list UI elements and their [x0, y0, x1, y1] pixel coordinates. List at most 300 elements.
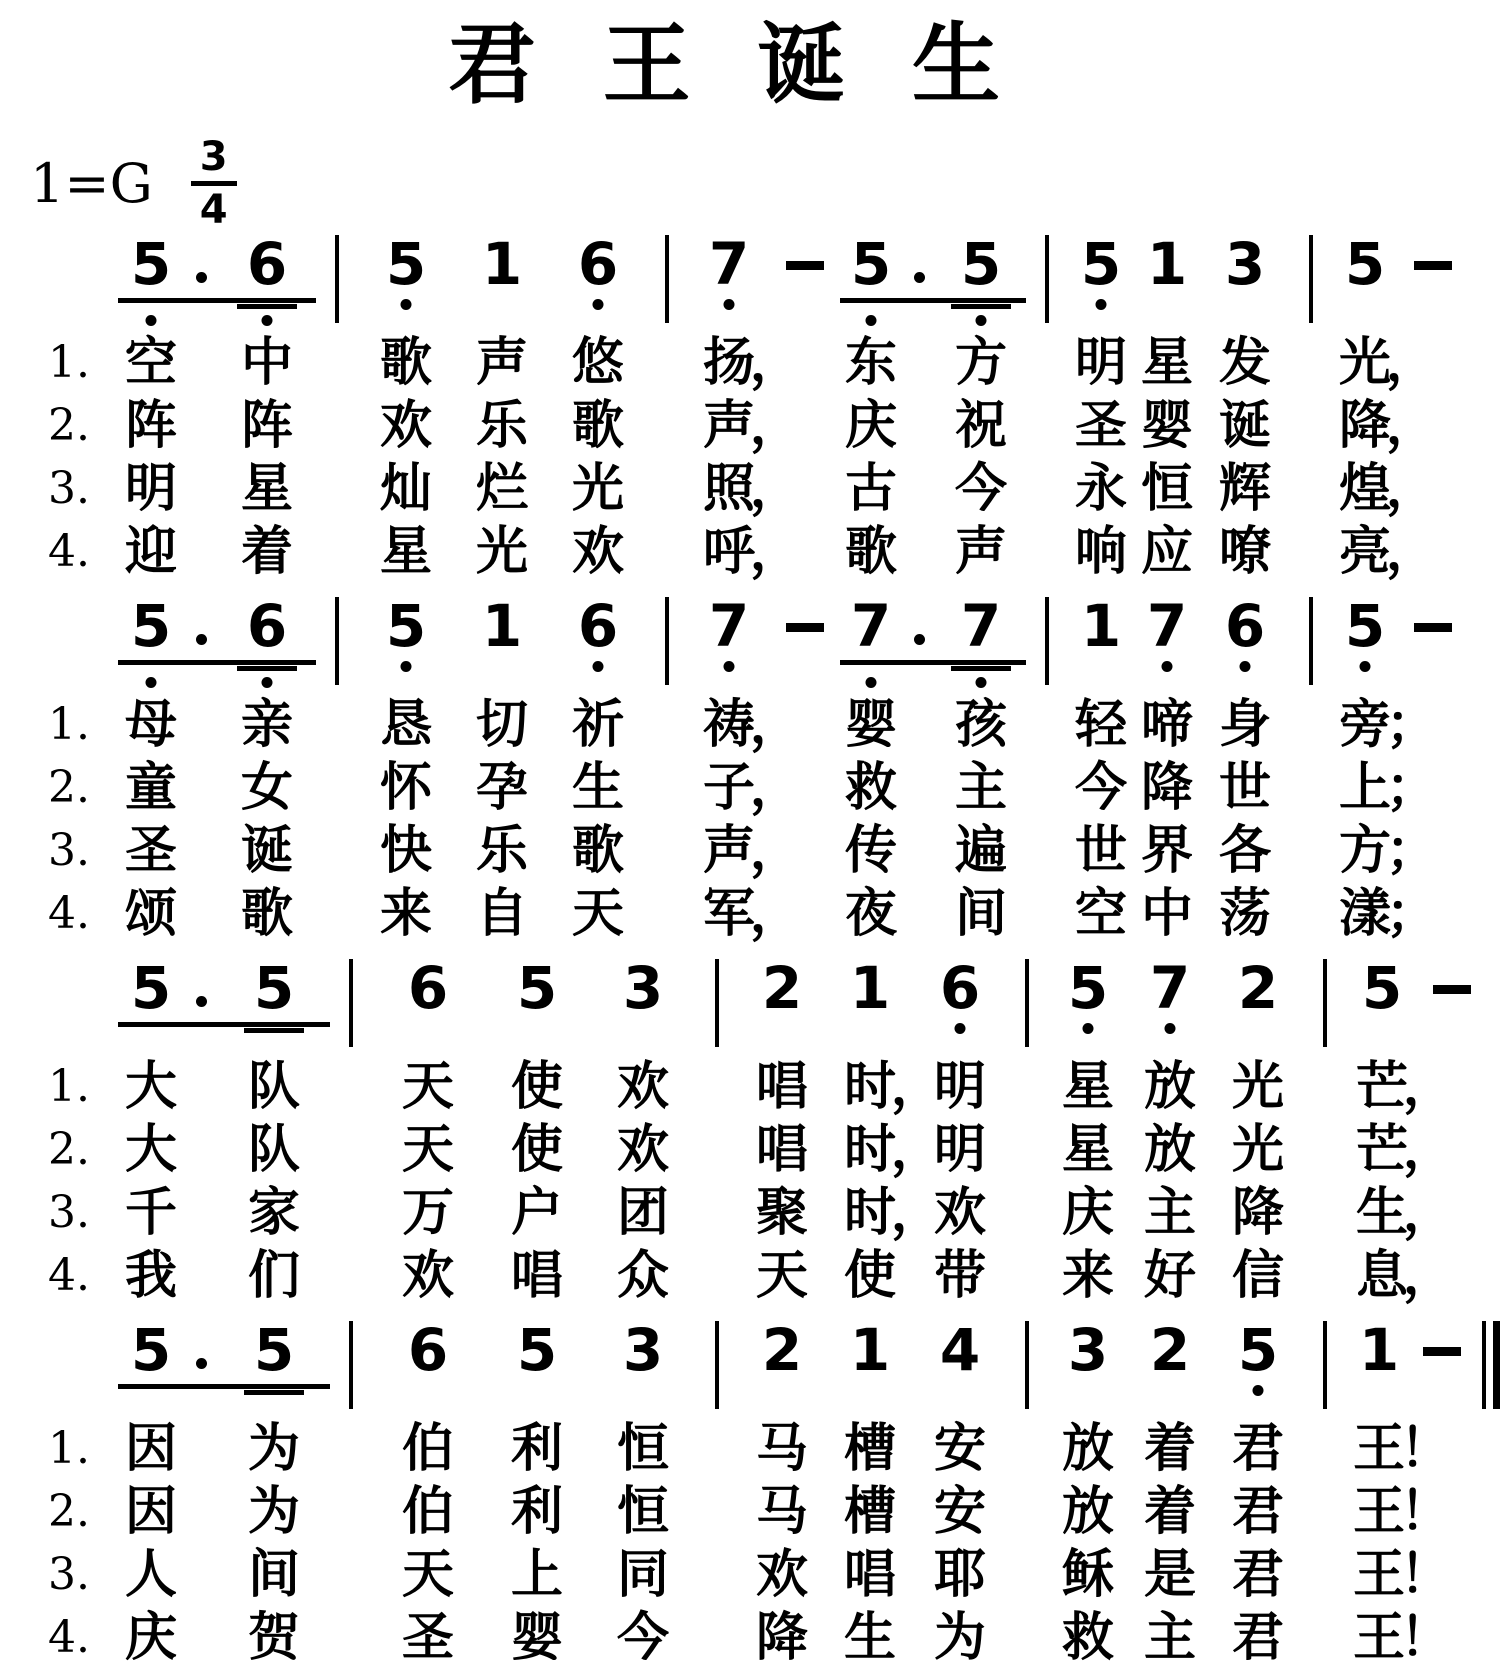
lyric-cell — [454, 822, 550, 885]
augmentation-dot — [914, 634, 925, 645]
lyric-char: 悠 — [571, 333, 624, 394]
lyric-cell — [840, 460, 902, 523]
lyric-cell — [484, 1546, 590, 1609]
lyric-char: 好 — [1143, 1246, 1196, 1307]
note-number: 5 — [130, 230, 172, 299]
lyric-syllable — [844, 1483, 896, 1541]
note-number: 7 — [850, 592, 892, 661]
music-system — [26, 954, 1500, 1310]
lyric-cell — [1332, 821, 1438, 885]
note-number: 1 — [481, 230, 523, 299]
lyric-syllable — [1141, 759, 1193, 817]
lyric-char: 耶 — [933, 1545, 986, 1606]
lyric-syllable — [934, 1546, 986, 1604]
lyric-char: 古 — [844, 459, 897, 520]
note-number: 1 — [849, 1316, 891, 1385]
lyric-char: 扬 — [702, 333, 755, 394]
note-cell — [738, 954, 826, 1023]
lyric-syllable — [511, 1121, 563, 1179]
lyric-spacer — [330, 1609, 372, 1672]
lyric-cell — [358, 460, 454, 523]
barline — [715, 1321, 719, 1409]
low-octave-dot — [261, 677, 272, 688]
lyric-syllable — [511, 1609, 563, 1667]
lyric-char: 发 — [1218, 333, 1271, 394]
verse-number: 4. — [48, 1612, 90, 1664]
lyric-cell — [1212, 1420, 1304, 1483]
lyric-syllable — [756, 1247, 808, 1305]
lyric-char: 身 — [1218, 695, 1271, 756]
lyric-cell — [1332, 695, 1438, 759]
lyric-spacer — [1290, 885, 1332, 948]
lyric-syllable — [1144, 1420, 1196, 1478]
lyric-char: 天 — [401, 1545, 454, 1606]
lyric-syllable — [380, 397, 432, 455]
lyric-char: 唱 — [843, 1545, 896, 1606]
note-number: 6 — [1224, 592, 1266, 661]
lyric-syllable — [1232, 1184, 1284, 1242]
barline-cell — [1290, 600, 1332, 685]
lyric-char: 女 — [240, 758, 293, 819]
note-number: 5 — [1361, 954, 1403, 1023]
lyric-syllable — [476, 334, 528, 392]
notation-row — [26, 230, 1500, 334]
lyric-syllable — [1338, 884, 1438, 945]
lyric-char: 祷 — [702, 695, 755, 756]
verse-number: 2. — [48, 1124, 90, 1176]
lyric-cell — [358, 334, 454, 397]
lyric-cell — [688, 821, 802, 885]
lyric-syllable — [934, 1420, 986, 1478]
low-octave-dot — [954, 1023, 965, 1034]
lyric-syllable — [1062, 1247, 1114, 1305]
lyric-char: 主 — [1143, 1183, 1196, 1244]
lyric-punctuation: ， — [1402, 1120, 1455, 1181]
lyric-spacer — [1304, 1121, 1346, 1184]
lyric-char: 声 — [954, 522, 1007, 583]
lyric-char: 切 — [475, 695, 528, 756]
lyric-cell — [1068, 460, 1134, 523]
verse-row — [26, 696, 1500, 759]
verse-row — [26, 460, 1500, 523]
barline-cell — [696, 1324, 738, 1409]
lyric-syllable — [845, 822, 897, 880]
lyric-cell — [1068, 523, 1134, 586]
note-number: 5 — [516, 1316, 558, 1385]
lyric-spacer — [1290, 822, 1332, 885]
note-cell — [1048, 1316, 1128, 1385]
lyric-syllable — [844, 1420, 896, 1478]
note — [130, 954, 172, 1023]
lyric-spacer — [1472, 1609, 1500, 1672]
lyric-spacer — [1290, 696, 1332, 759]
lyric-cell — [218, 1184, 330, 1247]
lyric-punctuation: ； — [1385, 758, 1438, 819]
lyric-syllable — [1062, 1121, 1114, 1179]
lyric-char: 王 — [1352, 1608, 1405, 1669]
lyric-cell — [118, 696, 184, 759]
lyric-cell — [372, 1184, 484, 1247]
lyric-syllable — [845, 397, 897, 455]
lyric-cell — [914, 1546, 1006, 1609]
lyric-spacer — [696, 1247, 738, 1310]
note-cell — [484, 1316, 590, 1385]
lyric-spacer — [646, 460, 688, 523]
lyric-char: 歌 — [844, 522, 897, 583]
lyric-syllable — [125, 885, 177, 943]
lyric-cell — [936, 397, 1026, 460]
lyric-syllable — [934, 1121, 986, 1179]
lyric-spacer — [696, 1483, 738, 1546]
lyric-cell — [1212, 1184, 1304, 1247]
lyric-spacer — [316, 885, 358, 948]
lyric-syllable — [1352, 1545, 1452, 1606]
lyric-spacer — [184, 1247, 218, 1310]
lyric-syllable — [572, 885, 624, 943]
verse-number: 3. — [48, 1549, 90, 1601]
lyric-cell — [1128, 1420, 1212, 1483]
note — [850, 592, 892, 661]
lyric-syllable — [248, 1184, 300, 1242]
beam-group — [840, 230, 1026, 303]
verse-number: 1. — [48, 1061, 90, 1113]
lyric-spacer — [1006, 1420, 1048, 1483]
lyric-spacer — [902, 523, 936, 586]
note-number: 5 — [1237, 1316, 1279, 1385]
note-number: 2 — [1237, 954, 1279, 1023]
lyric-spacer — [184, 822, 218, 885]
note — [577, 592, 619, 661]
lyric-syllable — [1062, 1184, 1114, 1242]
note-cell — [1068, 230, 1134, 299]
second-beam — [237, 304, 297, 309]
lyric-cell — [826, 1420, 914, 1483]
verse-row — [26, 334, 1500, 397]
lyric-cell — [1134, 885, 1200, 948]
lyric-char: 啼 — [1140, 695, 1193, 756]
note-cell — [218, 954, 330, 1023]
note-number: 7 — [708, 230, 750, 299]
lyric-cell — [826, 1183, 943, 1247]
lyric-spacer — [184, 523, 218, 586]
lyric-syllable — [844, 1546, 896, 1604]
lyric-spacer — [646, 885, 688, 948]
lyric-spacer — [316, 460, 358, 523]
lyric-cell — [936, 523, 1026, 586]
note-cell — [218, 1316, 330, 1385]
lyric-char: 孩 — [954, 695, 1007, 756]
lyric-char: 马 — [755, 1482, 808, 1543]
lyric-cell — [1332, 459, 1438, 523]
lyric-syllable — [1219, 334, 1271, 392]
lyric-char: 芒 — [1355, 1057, 1408, 1118]
lyric-char: 队 — [247, 1120, 300, 1181]
note — [622, 1316, 664, 1385]
lyric-syllable — [702, 522, 802, 583]
lyric-spacer — [330, 1546, 372, 1609]
lyric-char: 队 — [247, 1057, 300, 1118]
lyric-syllable — [955, 334, 1007, 392]
lyric-cell — [1068, 334, 1134, 397]
lyric-cell — [1048, 1420, 1128, 1483]
lyric-char: 安 — [933, 1482, 986, 1543]
lyric-cell — [840, 696, 902, 759]
lyric-spacer — [316, 523, 358, 586]
lyric-spacer — [184, 1483, 218, 1546]
lyric-cell — [372, 1420, 484, 1483]
lyric-spacer — [184, 334, 218, 397]
hymn-title: 君 王 诞 生 — [448, 13, 1018, 116]
lyric-char: 君 — [1231, 1545, 1284, 1606]
lyric-char: 君 — [1231, 1482, 1284, 1543]
note — [1358, 1316, 1400, 1385]
lyric-cell — [1068, 759, 1134, 822]
lyric-syllable — [248, 1546, 300, 1604]
note-cell — [1346, 1316, 1412, 1385]
lyric-cell — [454, 885, 550, 948]
lyric-spacer — [184, 759, 218, 822]
lyric-cell — [1200, 397, 1290, 460]
lyric-cell — [218, 1058, 330, 1121]
low-octave-dot — [592, 299, 603, 310]
lyric-spacer — [902, 822, 936, 885]
lyric-spacer — [1026, 885, 1068, 948]
lyric-cell — [914, 1420, 1006, 1483]
lyric-syllable — [1232, 1058, 1284, 1116]
lyric-char: 童 — [124, 758, 177, 819]
lyric-cell — [840, 759, 902, 822]
lyric-char: 世 — [1218, 758, 1271, 819]
lyric-cell — [590, 1121, 696, 1184]
note — [939, 1316, 981, 1385]
lyric-char: 救 — [844, 758, 897, 819]
note — [1344, 592, 1386, 661]
lyric-cell — [1346, 1608, 1452, 1672]
lyric-char: 来 — [379, 884, 432, 945]
lyric-char: 明 — [1074, 333, 1127, 394]
lyric-syllable — [511, 1420, 563, 1478]
lyric-cell — [826, 1609, 914, 1672]
lyric-char: 稣 — [1061, 1545, 1114, 1606]
barline — [1323, 1321, 1327, 1409]
lyric-cell — [1134, 759, 1200, 822]
barline-cell — [646, 600, 688, 685]
lyric-syllable — [1141, 397, 1193, 455]
note-number: 5 — [1344, 592, 1386, 661]
lyric-syllable — [845, 523, 897, 581]
lyric-syllable — [1232, 1247, 1284, 1305]
verse-row — [26, 1546, 1500, 1609]
lyric-cell — [118, 334, 184, 397]
lyric-cell — [358, 523, 454, 586]
lyric-spacer — [1472, 1483, 1500, 1546]
lyric-syllable — [1141, 460, 1193, 518]
lyric-spacer — [184, 460, 218, 523]
lyric-syllable — [1075, 460, 1127, 518]
note — [849, 954, 891, 1023]
lyric-cell — [914, 1483, 1006, 1546]
lyric-syllable — [844, 1247, 896, 1305]
lyric-char: 槽 — [843, 1482, 896, 1543]
lyric-char: 今 — [1074, 758, 1127, 819]
lyric-cell — [1134, 822, 1200, 885]
lyric-spacer — [184, 1546, 218, 1609]
note-number: 5 — [1067, 954, 1109, 1023]
lyric-char: 唱 — [510, 1246, 563, 1307]
lyric-cell — [590, 1609, 696, 1672]
note-number: 2 — [761, 954, 803, 1023]
lyric-char: 方 — [1338, 821, 1391, 882]
lyric-syllable — [617, 1483, 669, 1541]
lyric-syllable — [1062, 1609, 1114, 1667]
note-number: 3 — [1067, 1316, 1109, 1385]
lyric-char: 着 — [240, 522, 293, 583]
lyric-spacer — [646, 759, 688, 822]
lyric-char: 军 — [702, 884, 755, 945]
lyric-syllable — [1355, 1246, 1455, 1307]
lyric-spacer — [1026, 696, 1068, 759]
lyric-syllable — [125, 1483, 177, 1541]
extension-dash — [1414, 623, 1452, 632]
lyric-spacer — [1026, 822, 1068, 885]
lyric-spacer — [902, 885, 936, 948]
lyric-spacer — [316, 334, 358, 397]
note-cell — [118, 1316, 184, 1385]
lyric-syllable — [476, 696, 528, 754]
lyric-syllable — [1141, 885, 1193, 943]
lyric-cell — [118, 822, 184, 885]
key-signature — [30, 134, 1500, 234]
lyric-char: 祈 — [571, 695, 624, 756]
lyric-punctuation: ， — [890, 1120, 943, 1181]
lyric-char: 万 — [401, 1183, 454, 1244]
lyric-spacer — [316, 696, 358, 759]
lyric-spacer — [316, 822, 358, 885]
lyric-char: 光 — [571, 459, 624, 520]
lyric-syllable — [702, 884, 802, 945]
lyric-spacer — [184, 885, 218, 948]
lyric-cell — [454, 334, 550, 397]
lyric-spacer — [1304, 1546, 1346, 1609]
lyric-punctuation: ！ — [1399, 1545, 1452, 1606]
lyric-cell — [1212, 1483, 1304, 1546]
note-number: 6 — [246, 592, 288, 661]
verse-number: 3. — [48, 1187, 90, 1239]
lyric-char: 时 — [843, 1057, 896, 1118]
lyric-cell — [218, 397, 316, 460]
lyric-syllable — [572, 460, 624, 518]
lyric-syllable — [756, 1609, 808, 1667]
lyric-cell — [1200, 822, 1290, 885]
lyric-char: 煌 — [1338, 459, 1391, 520]
lyric-spacer — [1006, 1546, 1048, 1609]
lyric-syllable — [125, 822, 177, 880]
note — [130, 230, 172, 299]
lyric-spacer — [1472, 1546, 1500, 1609]
note-cell — [218, 230, 316, 299]
lyric-cell — [118, 1609, 184, 1672]
lyric-cell — [590, 1247, 696, 1310]
lyric-spacer — [646, 822, 688, 885]
lyric-cell — [840, 334, 902, 397]
lyric-char: 唱 — [755, 1057, 808, 1118]
note — [130, 1316, 172, 1385]
lyric-syllable — [402, 1058, 454, 1116]
lyric-spacer — [316, 397, 358, 460]
lyric-char: 烂 — [475, 459, 528, 520]
lyric-cell — [1128, 1247, 1212, 1310]
barline-cell — [1006, 962, 1048, 1047]
note-number: 7 — [1146, 592, 1188, 661]
note-cell — [372, 954, 484, 1023]
notation-row — [26, 954, 1500, 1058]
lyric-syllable — [380, 460, 432, 518]
lyric-syllable — [1062, 1483, 1114, 1541]
verse-number: 3. — [48, 463, 90, 515]
lyric-syllable — [1062, 1546, 1114, 1604]
lyric-punctuation: ， — [749, 821, 802, 882]
lyric-syllable — [617, 1609, 669, 1667]
lyric-char: 间 — [954, 884, 1007, 945]
lyric-cell — [688, 522, 802, 586]
lyric-syllable — [1352, 1419, 1452, 1480]
lyric-syllable — [1219, 523, 1271, 581]
note — [1146, 230, 1188, 299]
lyric-cell — [550, 523, 646, 586]
note-number: 3 — [1224, 230, 1266, 299]
lyric-syllable — [1338, 522, 1438, 583]
lyric-syllable — [476, 759, 528, 817]
lyric-spacer — [1472, 1420, 1500, 1483]
note — [622, 954, 664, 1023]
lyric-char: 欢 — [616, 1120, 669, 1181]
lyric-syllable — [1355, 1057, 1455, 1118]
lyric-char: 光 — [1231, 1120, 1284, 1181]
lyric-char: 因 — [124, 1482, 177, 1543]
lyric-syllable — [845, 885, 897, 943]
barline — [665, 597, 669, 685]
dash-cell — [1398, 600, 1468, 632]
lyric-cell — [826, 1247, 914, 1310]
lyric-syllable — [380, 885, 432, 943]
lyric-syllable — [380, 334, 432, 392]
verse-number: 1. — [48, 1423, 90, 1475]
lyric-cell — [1212, 1247, 1304, 1310]
verse-row — [26, 1420, 1500, 1483]
augmentation-dot — [196, 634, 207, 645]
lyric-cell — [1048, 1184, 1128, 1247]
lyric-char: 婴 — [510, 1608, 563, 1669]
lyric-cell — [936, 460, 1026, 523]
lyric-char: 户 — [510, 1183, 563, 1244]
lyric-syllable — [241, 397, 293, 455]
lyric-spacer — [696, 1121, 738, 1184]
lyric-char: 快 — [379, 821, 432, 882]
lyric-char: 东 — [844, 333, 897, 394]
lyric-char: 生 — [843, 1608, 896, 1669]
lyric-cell — [372, 1121, 484, 1184]
second-beam — [951, 304, 1011, 309]
second-beam — [951, 666, 1011, 671]
lyric-syllable — [248, 1420, 300, 1478]
note-number: 5 — [130, 1316, 172, 1385]
verse-row — [26, 1247, 1500, 1310]
lyric-syllable — [617, 1121, 669, 1179]
lyric-char: 圣 — [1074, 396, 1127, 457]
lyric-syllable — [402, 1184, 454, 1242]
lyric-cell — [738, 1184, 826, 1247]
verse-row — [26, 1483, 1500, 1546]
